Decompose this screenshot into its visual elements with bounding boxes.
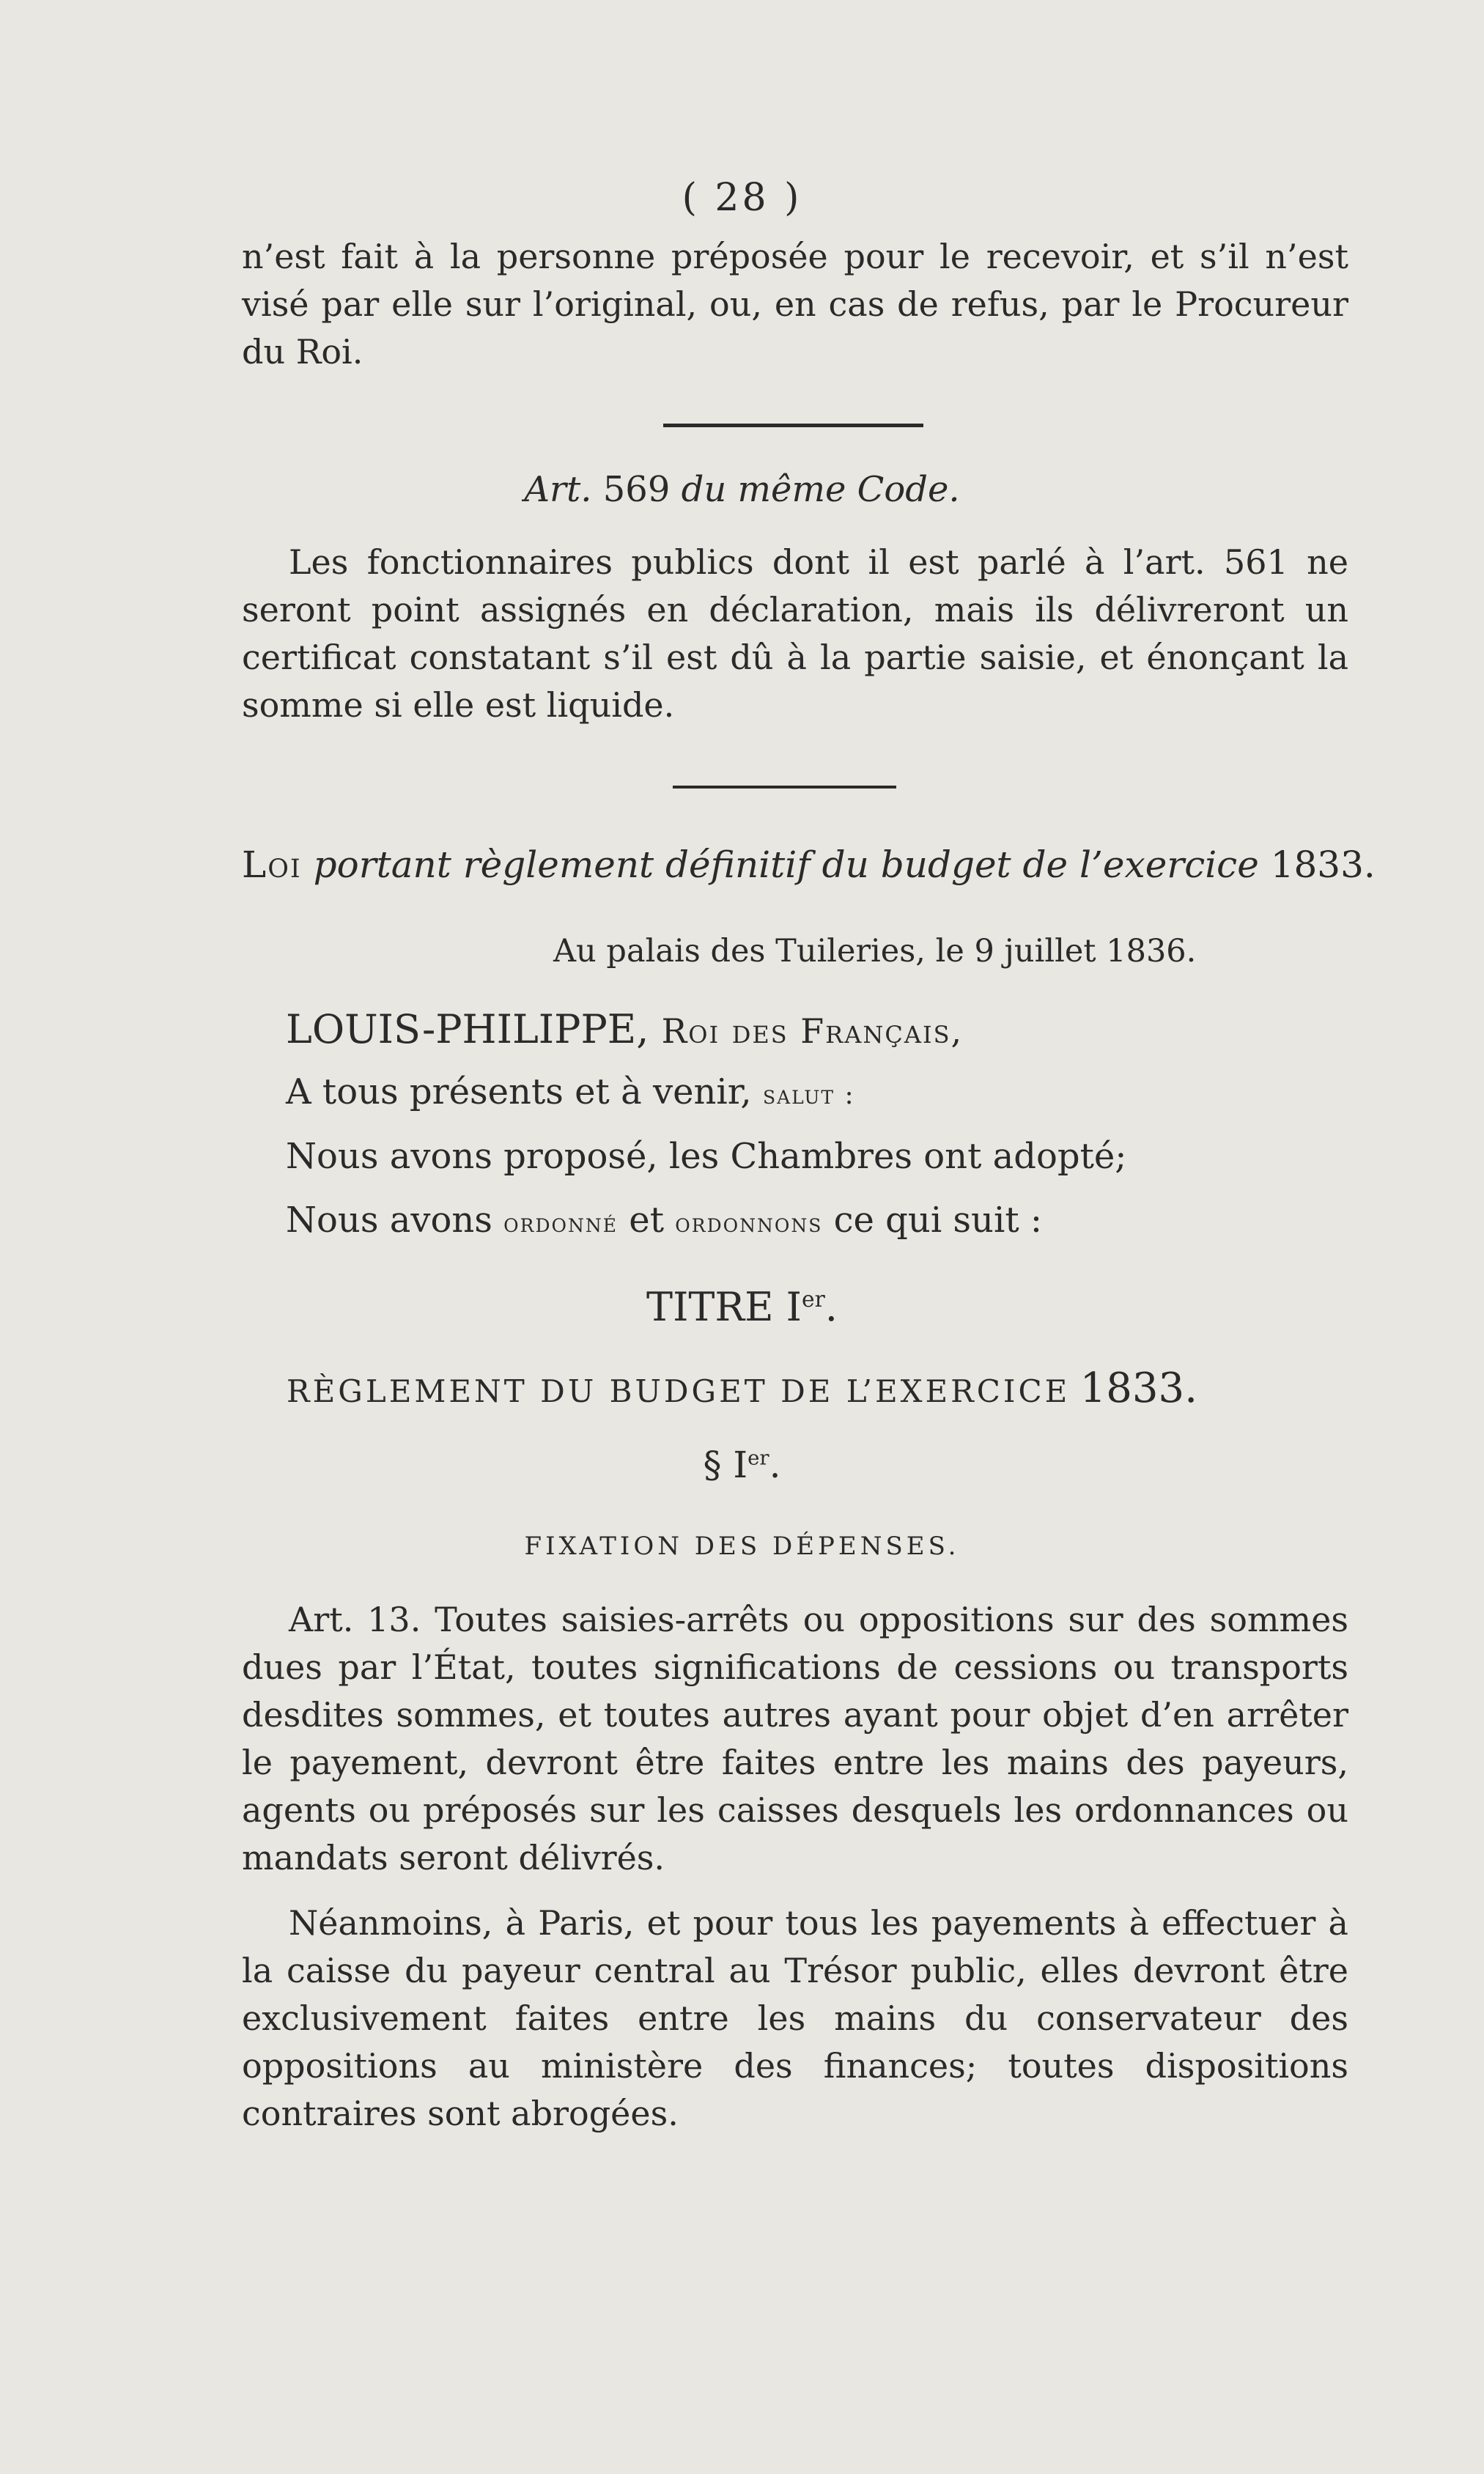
titre-dot: . bbox=[824, 1284, 838, 1330]
neanmoins-paragraph: Néanmoins, à Paris, et pour tous les payements à effectuer à la caisse du payeur central au Trésor public, elles devront être exclusivement faites entre les mains du conservateur des oppositions au ministère des finances; toutes dispositions contraires sont abrogées. bbox=[242, 1903, 1348, 2133]
article-13-block bbox=[242, 1596, 1348, 1882]
titre-subject-text: RÈGLEMENT DU BUDGET DE L’EXERCICE bbox=[287, 1373, 1071, 1409]
section-heading bbox=[0, 1444, 1484, 1486]
article-heading bbox=[0, 469, 1484, 510]
ordered-post: ce qui suit : bbox=[833, 1200, 1043, 1241]
ordered-pre: Nous avons bbox=[286, 1200, 492, 1241]
titre-sup: er bbox=[802, 1287, 825, 1312]
king-line: LOUIS-PHILIPPE, Roi des Français, bbox=[286, 1006, 964, 1052]
law-title-italic: portant règlement définitif du budget de l’exercice bbox=[313, 843, 1259, 886]
article-13-paragraph: Art. 13. Toutes saisies-arrêts ou oppositions sur des sommes dues par l’État, toutes significations de cessions ou transports desdites sommes, et toutes autres ayant pour objet d’en arrêter le payement, devront être faites entre les mains des payeurs, agents ou préposés sur les caisses desquels les ordonnances ou mandats seront délivrés. bbox=[242, 1600, 1348, 1877]
article-heading-number: 569 bbox=[602, 469, 671, 510]
greeting-line bbox=[286, 1070, 855, 1118]
dateline: Au palais des Tuileries, le 9 juillet 1836. bbox=[553, 933, 1197, 970]
king-title: Roi des Français, bbox=[661, 1011, 964, 1051]
continuation-paragraph: n’est fait à la personne préposée pour le recevoir, et s’il n’est visé par elle sur l’original, ou, en cas de refus, par le Procureur du Roi. bbox=[242, 237, 1348, 372]
titre-heading bbox=[0, 1284, 1484, 1330]
ordered-et: et bbox=[629, 1200, 664, 1241]
ordered-line bbox=[286, 1198, 1042, 1246]
titre-label: TITRE I bbox=[646, 1284, 802, 1330]
greeting-text: A tous présents et à venir, bbox=[286, 1071, 752, 1112]
section-label: § I bbox=[703, 1444, 748, 1486]
section-dot: . bbox=[769, 1444, 781, 1486]
article-569-paragraph: Les fonctionnaires publics dont il est parlé à l’art. 561 ne seront point assignés en déclaration, mais ils délivreront un certificat constatant s’il est dû à la partie saisie, et énonçant la somme si elle est liquide. bbox=[242, 542, 1348, 725]
law-title bbox=[242, 843, 1376, 887]
section-subject: FIXATION DES DÉPENSES. bbox=[524, 1532, 960, 1561]
proposal-line: Nous avons proposé, les Chambres ont adopté; bbox=[286, 1136, 1127, 1177]
separator-rule bbox=[663, 424, 923, 427]
page-number: ( 28 ) bbox=[682, 176, 802, 220]
article-569-block bbox=[242, 539, 1348, 729]
article-heading-art: Art. bbox=[524, 469, 592, 510]
article-heading-rest: du même Code. bbox=[681, 469, 960, 510]
law-title-loi: Loi bbox=[242, 843, 302, 886]
section-sup: er bbox=[747, 1446, 769, 1470]
ordered-ordonnons: ordonnons bbox=[675, 1208, 823, 1238]
titre-subject bbox=[0, 1365, 1484, 1412]
ordered-ordonne: ordonné bbox=[503, 1208, 619, 1238]
separator-rule bbox=[673, 786, 896, 789]
titre-subject-year: 1833. bbox=[1079, 1365, 1197, 1412]
king-name: LOUIS-PHILIPPE bbox=[286, 1006, 637, 1052]
continuation-block bbox=[242, 233, 1348, 376]
neanmoins-block bbox=[242, 1899, 1348, 2138]
greeting-salut: salut : bbox=[762, 1080, 855, 1110]
law-title-year: 1833. bbox=[1270, 843, 1376, 886]
